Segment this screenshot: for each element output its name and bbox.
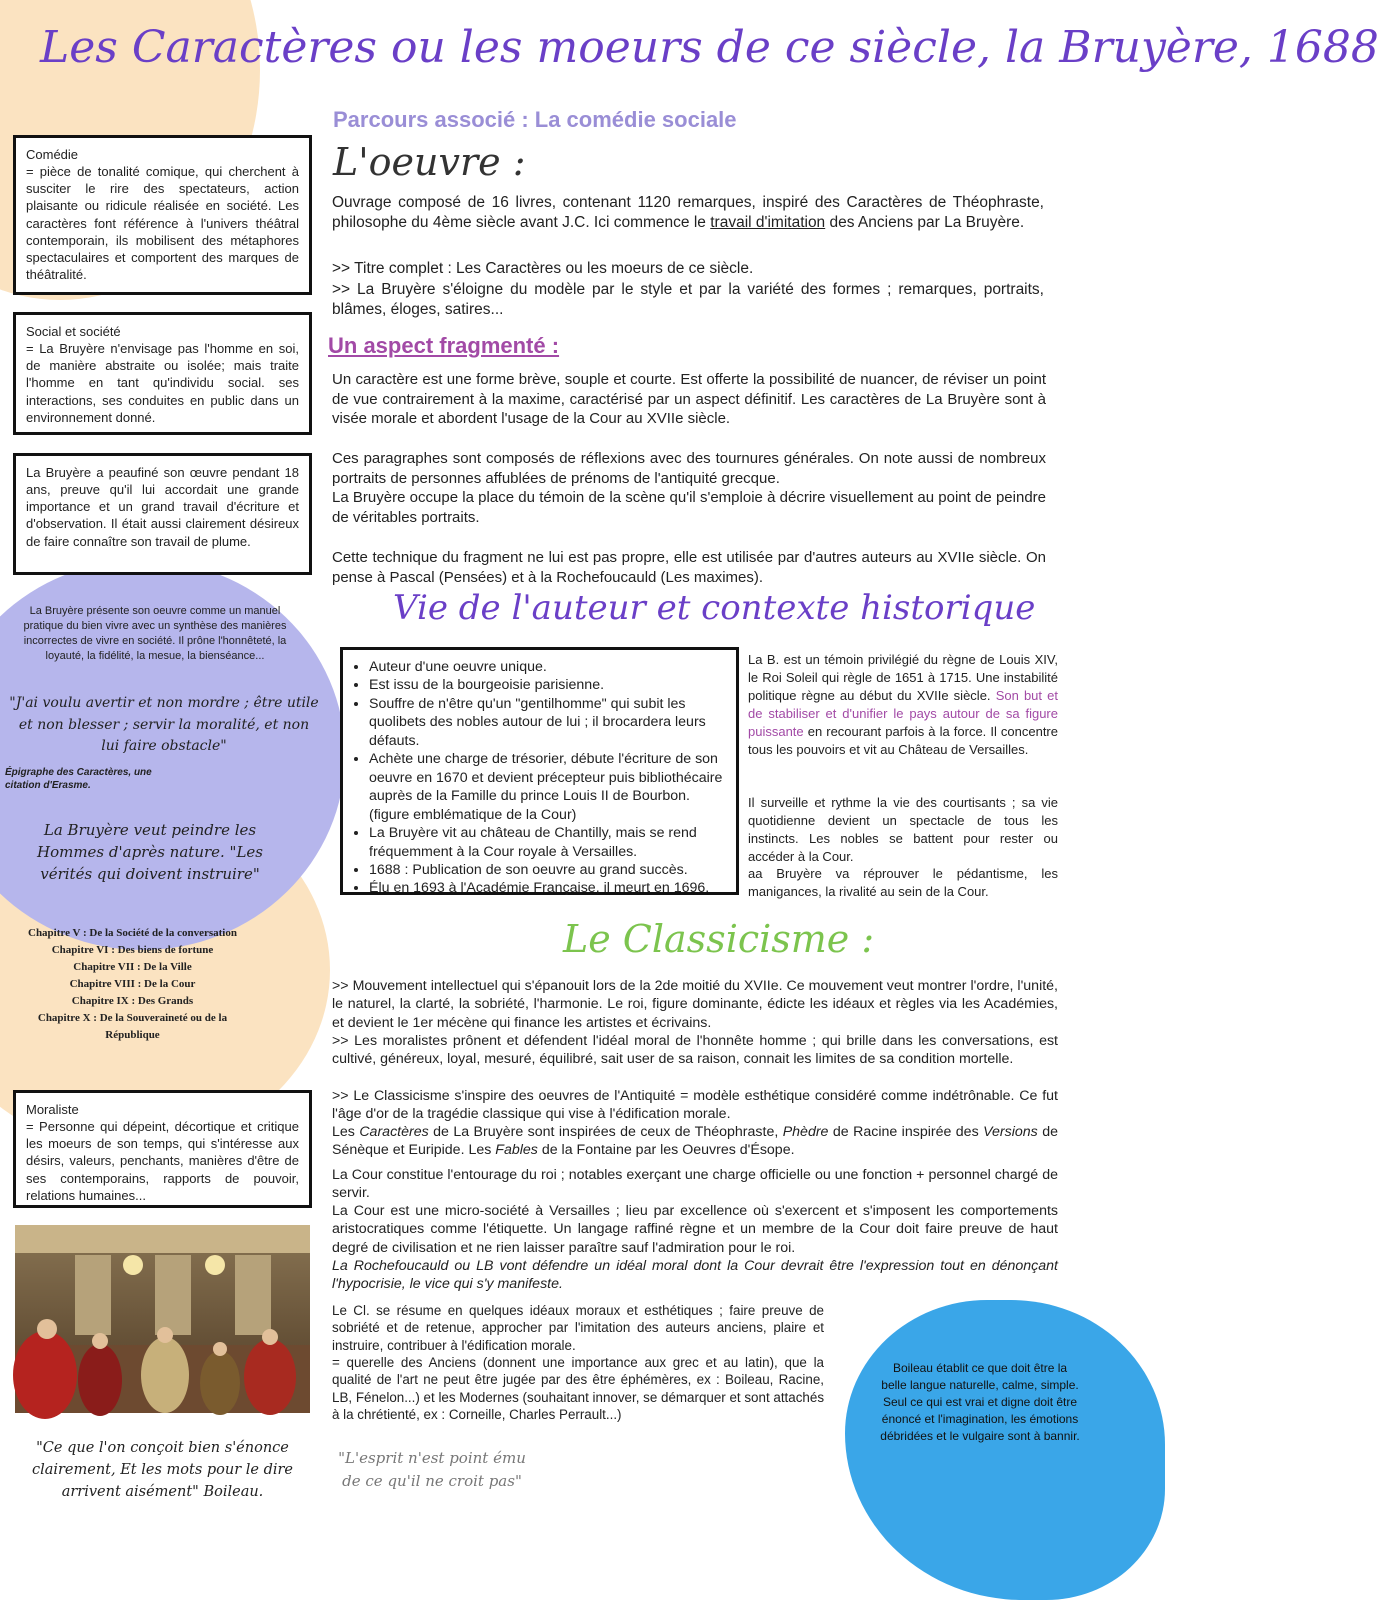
- vie-bullet: • Achète une charge de trésorier, débute l'écriture de son oeuvre en 1670 et devient précepteur puis bibliothécaire auprès de la Famille du prince Louis II de Bourbon. (figure emblématique de la Cour): [369, 750, 728, 824]
- blue-blob: [845, 1300, 1165, 1600]
- vie-bullet: • Souffre de n'être qu'un "gentilhomme" qui subit les quolibets des nobles autour de lui ; il brocardera leurs défauts.: [369, 695, 728, 750]
- vie-right-1c: en recourant parfois à la force. Il concentre tous les pouvoirs et vit au Château de Versailles.: [748, 723, 1058, 757]
- court-painting-image: [15, 1225, 310, 1413]
- oeuvre-paragraph-1: [332, 193, 1044, 233]
- box-moraliste: [13, 1090, 312, 1208]
- erasme-quote: "J'ai voulu avertir et non mordre ; être utile et non blesser ; servir la moralité, et non lui faire obstacle": [9, 695, 319, 755]
- chapter-item: Chapitre IX : Des Grands: [71, 995, 194, 1008]
- oeuvre-paragraph-3: >> La Bruyère s'éloigne du modèle par le style et par la variété des formes ; remarques, portraits, blâmes, éloges, satires...: [332, 281, 1044, 319]
- vie-right-1b-highlight: Son but et de stabiliser et d'unifier le pays autour de sa figure puissante: [748, 687, 1058, 739]
- box-comedie: [13, 135, 312, 295]
- chapter-item: Chapitre VI : Des biens de fortune: [51, 944, 214, 957]
- c4f: Versions: [983, 1124, 1038, 1140]
- vie-bullet: • 1688 : Publication de son oeuvre au grand succès.: [369, 861, 728, 879]
- vie-right-paragraph-3: aa Bruyère va réprouver le pédantisme, les manigances, la rivalité au sein de la Cour.: [748, 866, 1058, 899]
- nature-quote: La Bruyère veut peindre les Hommes d'après nature. "Les vérités qui doivent instruire": [37, 821, 263, 883]
- boileau-quote-left: "Ce que l'on conçoit bien s'énonce clairement, Et les mots pour le dire arrivent aisément" Boileau.: [31, 1440, 294, 1500]
- esprit-quote: "L'esprit n'est point ému de ce qu'il ne croit pas": [338, 1449, 526, 1490]
- page-subtitle: Parcours associé : La comédie sociale: [333, 107, 737, 132]
- classicisme-paragraph-1: >> Mouvement intellectuel qui s'épanouit lors de la 2de moitié du XVIIe. Ce mouvement veut montrer l'ordre, l'unité, le naturel, la clarté, la sobriété, l'harmonie. Le roi, figure dominante, édicte les idéaux et règles via les Académies, et devient le 1er mécène qui finance les artistes et écrivains.: [332, 978, 1058, 1031]
- vie-right-paragraph-1: [748, 651, 1058, 759]
- fragment-paragraph-3: La Bruyère occupe la place du témoin de la scène qu'il s'emploie à décrire visuellement au point de peindre de véritables portraits.: [332, 489, 1046, 526]
- fragment-paragraph-2: Ces paragraphes sont composés de réflexions avec des tournures générales. On note aussi de nombreux portraits de personnes affublées de prénoms de l'antiquité grecque.: [332, 450, 1046, 487]
- manuel-text: La Bruyère présente son oeuvre comme un manuel pratique du bien vivre avec un synthèse des manières incorrectes de vivre en société. Il prône l'honnêteté, la loyauté, la fidélité, la mesue, la bienséance...: [23, 605, 287, 662]
- c4a: Les: [332, 1124, 360, 1140]
- vie-bullet: • Est issu de la bourgeoisie parisienne.: [369, 676, 728, 694]
- page-title: Les Caractères ou les moeurs de ce siècle, la Bruyère, 1688: [40, 22, 1379, 73]
- oeuvre-p1-text: Ouvrage composé de 16 livres, contenant 1120 remarques, inspiré des Caractères de Théophraste, philosophe du 4ème siècle avant J.C. Ici commence le: [332, 194, 1044, 232]
- chapter-item: Chapitre VII : De la Ville: [73, 961, 192, 974]
- vie-bullet: • Auteur d'une oeuvre unique.: [369, 658, 728, 676]
- classicisme-heading: Le Classicisme :: [563, 917, 875, 961]
- epigraphe-note: Épigraphe des Caractères, une citation d'Erasme.: [5, 767, 152, 791]
- fragment-paragraph-1: Un caractère est une forme brève, souple et courte. Est offerte la possibilité de nuancer, de réviser un point de vue contrairement à la maxime, caractérisé par un aspect définitif. Les caractères de La Bruyère sont à visée morale et abordent l'usage de la Cour au XVIIe siècle.: [332, 371, 1046, 427]
- box-comedie-text: = pièce de tonalité comique, qui cherchent à susciter le rire des spectateurs, action plaisante ou ridicule réalisée en société. Les caractères font référence à l'univers théâtral contemporain, ils mobilisent des métaphores spectaculaires et comportent des marques de théâtralité.: [26, 164, 299, 283]
- vie-right-paragraph-2: Il surveille et rythme la vie des courtisants ; sa vie quotidienne devient un spectacle de tous les instincts. Les nobles se battent pour rester ou accéder à la Cour.: [748, 795, 1058, 864]
- c4b: Caractères: [359, 1124, 429, 1140]
- chapter-item: Chapitre VIII : De la Cour: [69, 978, 196, 991]
- oeuvre-heading: L'oeuvre :: [333, 140, 526, 184]
- box-peaufine-text: La Bruyère a peaufiné son œuvre pendant 18 ans, preuve qu'il lui accordait une grande importance et un grand travail d'écriture et d'observation. Il était aussi clairement désireux de faire connaître son travail de plume.: [26, 465, 299, 549]
- oeuvre-p1-end: des Anciens par La Bruyère.: [825, 214, 1025, 232]
- c4c: de La Bruyère sont inspirées de ceux de Théophraste,: [428, 1124, 783, 1140]
- box-comedie-title: Comédie: [26, 147, 79, 162]
- classicisme-paragraph-8: Le Cl. se résume en quelques idéaux moraux et esthétiques ; faire preuve de sobriété et de retenue, approcher par l'imitation des auteurs anciens, plaire et instruire, contribuer à l'édification morale.: [332, 1303, 824, 1353]
- boileau-blob-text: Boileau établit ce que doit être la belle langue naturelle, calme, simple. Seul ce qui est vrai et digne doit être énoncé et l'imagination, les émotions débridées et le vulgaire sont à bannir.: [880, 1361, 1080, 1444]
- classicisme-paragraph-5: La Cour constitue l'entourage du roi ; notables exerçant une charge officielle ou une fonction + personnel chargé de servir.: [332, 1167, 1058, 1202]
- c4h: Fables: [495, 1142, 538, 1159]
- classicisme-paragraph-7: La Rochefoucauld ou LB vont défendre un idéal moral dont la Cour devrait être l'expression tout en dénonçant l'hypocrisie, le vice qui s'y manifeste.: [332, 1258, 1058, 1293]
- chapter-list: [10, 925, 255, 1044]
- box-social-text: = La Bruyère n'envisage pas l'homme en soi, de manière abstraite ou isolée; mais traite l'homme en tant qu'individu social. ses interactions, ses conduites en public dans un environnement donné.: [26, 341, 299, 425]
- box-moraliste-text: = Personne qui dépeint, décortique et critique les moeurs de son temps, qui s'intéresse aux désirs, valeurs, penchants, manières d'être de ses contemporains, rapports de pouvoir, relations humaines...: [26, 1119, 299, 1203]
- classicisme-paragraph-4: [332, 1123, 1058, 1160]
- vie-bullet-box: [340, 647, 739, 895]
- fragment-paragraph-4: Cette technique du fragment ne lui est pas propre, elle est utilisée par d'autres auteurs au XVIIe siècle. On pense à Pascal (Pensées) et à la Rochefoucauld (Les maximes).: [332, 549, 1046, 586]
- c4g: de Sénèque et Euripide. Les: [332, 1124, 1058, 1159]
- box-social: [13, 312, 312, 435]
- vie-bullet: • La Bruyère vit au château de Chantilly, mais se rend fréquemment à la Cour royale à Versailles.: [369, 824, 728, 861]
- chapter-item: Chapitre V : De la Société de la conversation: [28, 927, 237, 939]
- oeuvre-paragraph-2: >> Titre complet : Les Caractères ou les moeurs de ce siècle.: [332, 260, 754, 277]
- chapter-item: Chapitre X : De la Souveraineté ou de la République: [37, 1012, 228, 1042]
- classicisme-paragraph-9: = querelle des Anciens (donnent une importance aux grec et au latin), que la qualité de l'art ne peut être jugée par des être éphémères, ex : Boileau, Racine, LB, Fénelon...) et les Modernes (souhaitant innover, se démarquer et sont attachés à la chrétienté, ex : Corneille, Charles Perrault...): [332, 1355, 825, 1423]
- box-peaufine: [13, 453, 312, 575]
- vie-bullet: • Élu en 1693 à l'Académie Française, il meurt en 1696.: [369, 879, 728, 897]
- box-social-title: Social et société: [26, 324, 121, 339]
- c4d: Phèdre: [782, 1124, 829, 1140]
- classicisme-paragraph-6: La Cour est une micro-société à Versailles ; lieu par excellence où s'exercent et s'imposent les comportements aristocratiques comme l'étiquette. Un langage raffiné règne et un membre de la Cour doit faire preuve de haut degré de civilisation et ne rien laisser paraître sauf l'admiration pour le roi.: [332, 1203, 1058, 1256]
- vie-heading: Vie de l'auteur et contexte historique: [393, 588, 1036, 628]
- c4i: de la Fontaine par les Oeuvres d'Ésope.: [537, 1142, 795, 1159]
- vie-right-1a: La B. est un témoin privilégié du règne de Louis XIV, le Roi Soleil qui règle de 1651 à 1715. Une instabilité politique règne au début du XVIIe siècle.: [748, 652, 1058, 703]
- c4e: de Racine inspirée des: [828, 1124, 984, 1140]
- classicisme-paragraph-2: >> Les moralistes prônent et défendent l'idéal moral de l'honnête homme ; qui brille dans les conversations, est cultivé, généreux, loyal, mesuré, équilibré, sait user de sa raison, connait les limites de sa condition mortelle.: [332, 1033, 1058, 1068]
- fragment-heading: Un aspect fragmenté :: [328, 333, 560, 358]
- box-moraliste-title: Moraliste: [26, 1102, 79, 1117]
- classicisme-paragraph-3: >> Le Classicisme s'inspire des oeuvres de l'Antiquité = modèle esthétique considéré comme indétrônable. Ce fut l'âge d'or de la tragédie classique qui vise à l'édification morale.: [332, 1088, 1058, 1123]
- oeuvre-p1-underlined: travail d'imitation: [710, 214, 826, 232]
- court-painting-svg: [15, 1225, 310, 1413]
